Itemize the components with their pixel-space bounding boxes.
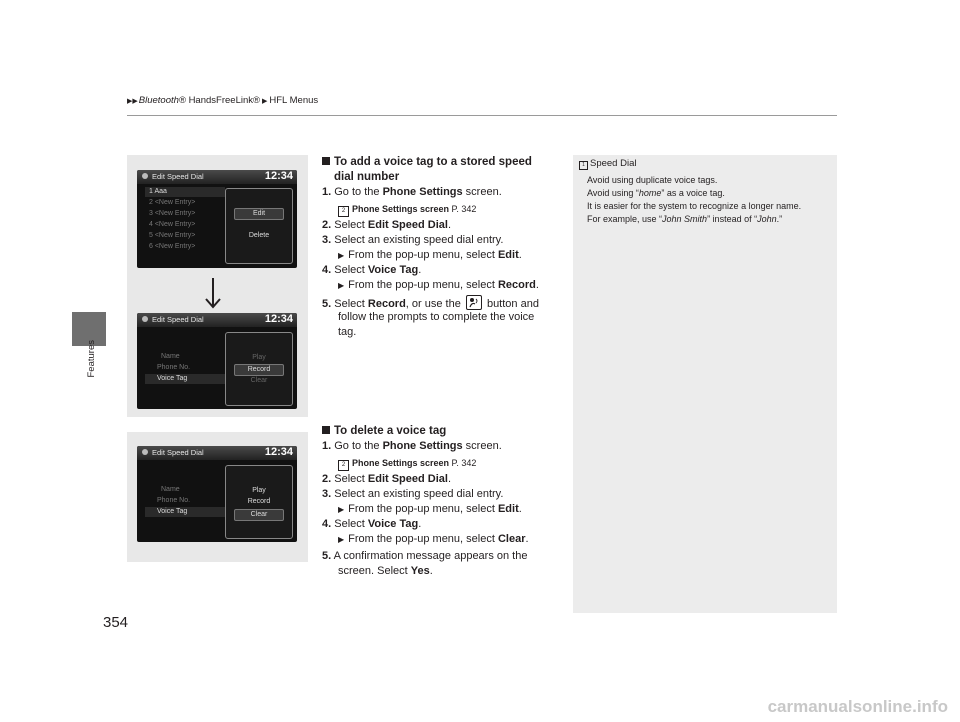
delete-heading-text: To delete a voice tag (334, 425, 447, 437)
delete-step-4-sub (338, 532, 529, 547)
add-step-4 (322, 263, 421, 277)
watermark: carmanualsonline.info (767, 697, 948, 716)
note-text: For example, use “ (587, 214, 663, 224)
back-icon (142, 316, 148, 322)
step-text: From the pop-up menu, select (348, 249, 498, 261)
screen-title: Edit Speed Dial (152, 448, 204, 457)
add-step-4-sub (338, 278, 539, 293)
step-text: screen. (462, 440, 502, 452)
note-text: .” (776, 214, 783, 224)
section-label: Features (86, 340, 97, 378)
screen-title: Edit Speed Dial (152, 172, 204, 181)
delete-step-5-line2 (338, 564, 433, 578)
popup-delete: Delete (248, 232, 270, 239)
note-italic: John (757, 214, 777, 224)
page-number: 354 (103, 614, 129, 631)
step-number: 5. (322, 298, 332, 310)
triangle-icon: ▶▶ (127, 98, 138, 105)
step-text: , or use the (405, 298, 464, 310)
delete-step-2 (322, 472, 451, 486)
step-bold: Edit (497, 503, 519, 515)
list-item: Phone No. (157, 364, 191, 371)
step-text: Select (334, 264, 368, 276)
delete-page-reference (338, 456, 476, 471)
screen-clock: 12:34 (264, 446, 293, 458)
delete-heading (322, 424, 446, 438)
add-step-1 (322, 185, 502, 199)
breadcrumb-bluetooth: Bluetooth (138, 95, 179, 106)
ref-page: P. 342 (449, 204, 477, 214)
step-text: Select (334, 219, 368, 231)
ref-page: P. 342 (449, 458, 477, 468)
add-voice-tag-section (322, 155, 562, 355)
popup-clear: Clear (234, 509, 284, 521)
screen-edit-speed-dial-entry (137, 313, 297, 409)
list-item: Name (161, 486, 180, 493)
list-item: 2 <New Entry> (149, 199, 196, 206)
popup-menu (225, 332, 293, 406)
step-bold: Yes (410, 565, 430, 577)
popup-play: Play (252, 487, 266, 494)
popup-menu (225, 188, 293, 264)
header-divider (127, 115, 837, 116)
list-item: Name (161, 353, 180, 360)
speed-dial-notes (573, 155, 837, 613)
ref-bold: Phone Settings screen (352, 458, 450, 468)
note-text: ” instead of “ (707, 214, 758, 224)
step-text: From the pop-up menu, select (348, 533, 498, 545)
step-text: Go to the (334, 186, 383, 198)
notes-line-3: It is easier for the system to recognize a longer name. (587, 201, 802, 211)
arrow-bullet-icon: ▶ (338, 251, 345, 260)
add-step-5-line3: tag. (338, 326, 357, 338)
notes-title (579, 158, 636, 170)
step-text: screen. (462, 186, 502, 198)
step-text: . (429, 565, 433, 577)
note-italic: John Smith (662, 214, 708, 224)
back-icon (142, 173, 148, 179)
step-number: 4. (322, 518, 332, 530)
step-text: . (418, 518, 422, 530)
step-text: Select (334, 298, 368, 310)
delete-step-3 (322, 487, 503, 501)
delete-step-3-sub (338, 502, 522, 517)
add-heading-text: To add a voice tag to a stored speed (334, 156, 532, 168)
arrow-bullet-icon: ▶ (338, 535, 345, 544)
add-step-5-line2: follow the prompts to complete the voice (338, 311, 535, 323)
breadcrumb-hfl-menus: HFL Menus (269, 95, 319, 106)
list-item: Voice Tag (157, 508, 188, 515)
screen-clock: 12:34 (264, 313, 293, 325)
step-number: 2. (322, 219, 332, 231)
screen-title: Edit Speed Dial (152, 315, 204, 324)
reference-icon: 2 (338, 206, 349, 217)
step-text: Select (334, 473, 368, 485)
list-item: 4 <New Entry> (149, 221, 196, 228)
step-text: . (525, 533, 529, 545)
screen-edit-speed-dial-list (137, 170, 297, 268)
list-item: Voice Tag (157, 375, 188, 382)
square-bullet-icon (322, 426, 330, 434)
step-bold: Voice Tag (367, 518, 419, 530)
delete-voice-tag-section (322, 424, 562, 584)
step-text: . (535, 279, 539, 291)
note-italic: home (638, 188, 662, 198)
step-number: 1. (322, 440, 332, 452)
note-text: Avoid using “ (587, 188, 639, 198)
triangle-icon: ▶ (262, 98, 268, 105)
add-step-5 (322, 295, 539, 311)
step-number: 5. (322, 550, 332, 562)
screen-clock: 12:34 (264, 170, 293, 182)
notes-title-text: Speed Dial (590, 158, 637, 169)
step-text: screen. Select (338, 565, 411, 577)
step-bold: Phone Settings (382, 440, 463, 452)
step-text: button and (483, 298, 539, 310)
delete-step-5 (322, 549, 527, 563)
talk-button-icon (466, 295, 482, 310)
step-bold: Record (497, 279, 536, 291)
notes-line-4 (587, 214, 782, 224)
list-item: 3 <New Entry> (149, 210, 196, 217)
step-text: . (418, 264, 422, 276)
popup-record: Record (247, 498, 271, 505)
list-item: 6 <New Entry> (149, 243, 196, 250)
popup-record: Record (234, 364, 284, 376)
add-heading-line1 (322, 155, 532, 169)
list-item: 5 <New Entry> (149, 232, 196, 239)
step-text: . (518, 503, 522, 515)
step-text: Select an existing speed dial entry. (334, 488, 504, 500)
delete-step-4 (322, 517, 421, 531)
note-icon: 1 (579, 161, 588, 170)
popup-clear: Clear (250, 377, 268, 384)
arrow-bullet-icon: ▶ (338, 505, 345, 514)
step-bold: Clear (497, 533, 526, 545)
step-number: 3. (322, 234, 332, 246)
step-bold: Edit (497, 249, 519, 261)
add-step-3-sub (338, 248, 522, 263)
note-text: ” as a voice tag. (661, 188, 725, 198)
step-text: From the pop-up menu, select (348, 503, 498, 515)
step-bold: Record (367, 298, 406, 310)
step-text: Select (334, 518, 368, 530)
step-bold: Edit Speed Dial (367, 473, 448, 485)
notes-line-2 (587, 188, 725, 198)
step-text: . (447, 473, 452, 485)
step-text: Go to the (334, 440, 383, 452)
step-text: . (518, 249, 522, 261)
delete-step-1 (322, 439, 502, 453)
list-item: 1 Aaa (149, 188, 167, 195)
breadcrumb-hfl: ® HandsFreeLink® (178, 95, 260, 106)
step-text: Select an existing speed dial entry. (334, 234, 504, 246)
step-bold: Edit Speed Dial (367, 219, 448, 231)
popup-edit: Edit (234, 208, 284, 220)
ref-bold: Phone Settings screen (352, 204, 450, 214)
add-page-reference (338, 202, 476, 217)
reference-icon: 2 (338, 460, 349, 471)
step-text: A confirmation message appears on the (333, 550, 528, 562)
step-bold: Voice Tag (367, 264, 419, 276)
arrow-bullet-icon: ▶ (338, 281, 345, 290)
down-arrow-icon (203, 276, 223, 310)
step-text: From the pop-up menu, select (348, 279, 498, 291)
step-text: . (447, 219, 452, 231)
breadcrumb (127, 95, 318, 106)
add-step-2 (322, 218, 451, 232)
popup-play: Play (252, 354, 266, 361)
popup-menu (225, 465, 293, 539)
step-number: 2. (322, 473, 332, 485)
back-icon (142, 449, 148, 455)
step-number: 3. (322, 488, 332, 500)
square-bullet-icon (322, 157, 330, 165)
list-item: Phone No. (157, 497, 191, 504)
add-heading-line2: dial number (334, 171, 400, 183)
step-number: 1. (322, 186, 332, 198)
step-bold: Phone Settings (382, 186, 463, 198)
add-step-3 (322, 233, 503, 247)
screen-edit-speed-dial-delete (137, 446, 297, 542)
step-number: 4. (322, 264, 332, 276)
notes-line-1: Avoid using duplicate voice tags. (587, 175, 718, 185)
